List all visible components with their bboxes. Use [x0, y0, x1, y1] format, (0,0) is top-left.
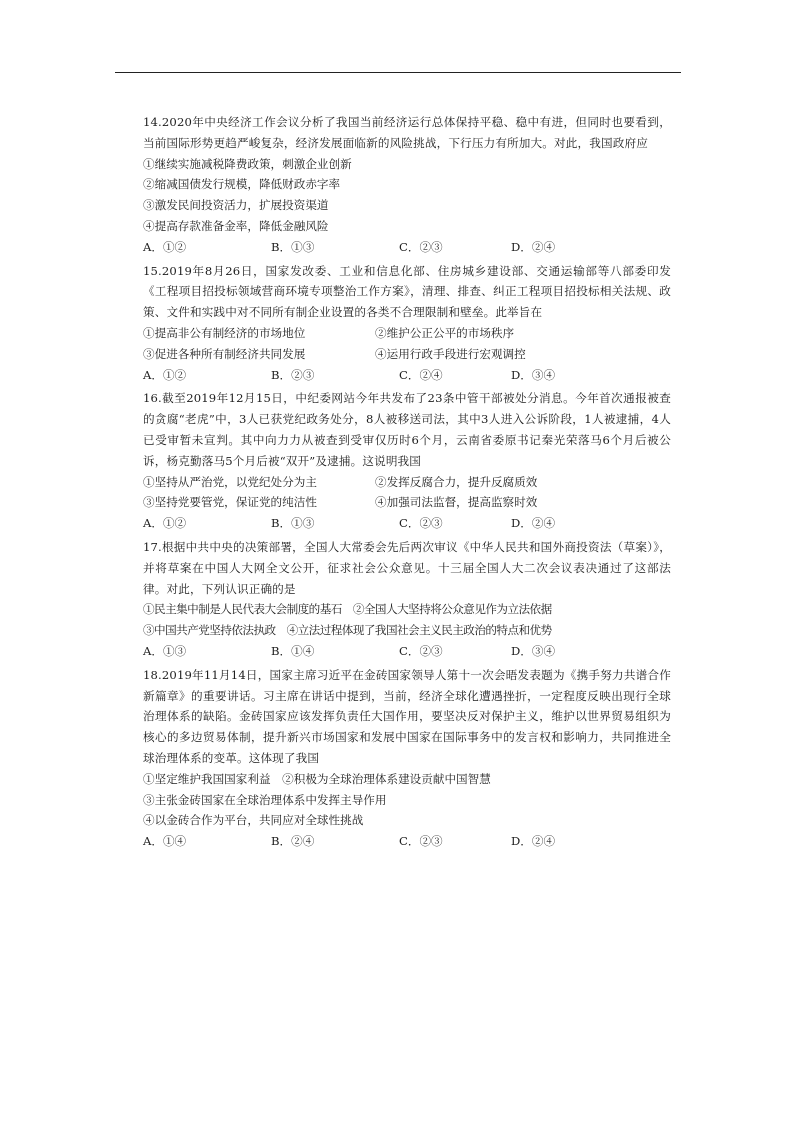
question-list [143, 112, 671, 855]
choice-d: D．③④ [511, 367, 556, 382]
choice-c: C．②③ [399, 643, 443, 658]
option-line-1: ①民主集中制是人民代表大会制度的基石 ②全国人大坚持将公众意见作为立法依据 [143, 602, 552, 617]
option-line-2: ③中国共产党坚持依法执政 ④立法过程体现了我国社会主义民主政治的特点和优势 [143, 623, 552, 638]
option-3: ③促进各种所有制经济共同发展 [143, 346, 306, 361]
option-line-2: ③主张金砖国家在全球治理体系中发挥主导作用 [143, 792, 387, 807]
question-stem: 18.2019年11月14日，国家主席习近平在金砖国家领导人第十一次会晤发表题为《携手努力共谱合作新篇章》的重要讲话。习主席在讲话中提到，当前，经济全球化遭遇挫折，一定程度反映出现行全球治理体系的缺陷。金砖国家应该发挥负责任大国作用，要坚决反对保护主义，维护以世界贸易组织为核心的多边贸易体制，提升新兴市场国家和发展中国家在国际事务中的发言权和影响力，共同推进全球治理体系的变革。这体现了我国 [143, 667, 671, 765]
answer-choices [143, 237, 671, 258]
question-stem: 17.根据中共中央的决策部署，全国人大常委会先后两次审议《中华人民共和国外商投资法（草案）》，并将草案在中国人大网全文公开，征求社会公众意见。十三届全国人大二次会议表决通过了这部法律。对此，下列认识正确的是 [143, 539, 671, 596]
option-2: ②发挥反腐合力，提升反腐质效 [375, 474, 538, 489]
option-3: ③激发民间投资活力，扩展投资渠道 [143, 198, 329, 213]
option-1: ①坚持从严治党，以党纪处分为主 [143, 474, 317, 489]
answer-choices [143, 831, 671, 852]
choice-c: C．②③ [399, 239, 443, 254]
question-15 [143, 261, 671, 386]
choice-c: C．②③ [399, 516, 443, 531]
choice-d: D．②④ [511, 239, 556, 254]
answer-choices [143, 641, 671, 662]
option-3: ③坚持党要管党，保证党的纯洁性 [143, 495, 317, 510]
option-2: ②维护公正公平的市场秩序 [375, 325, 515, 340]
question-16 [143, 388, 671, 534]
question-stem: 16.截至2019年12月15日，中纪委网站今年共发布了23条中管干部被处分消息。今年首次通报被查的贪腐“老虎”中，3人已获党纪政务处分，8人被移送司法，其中3人进入公诉阶段，1人被逮捕，4人已受审暂未宣判。其中向力力从被查到受审仅历时6个月，云南省委原书记秦光荣落马6个月后被公诉，杨克勤落马5个月后被“双开”及逮捕。这说明我国 [143, 391, 671, 468]
answer-choices [143, 513, 671, 534]
choice-a: A．①② [143, 516, 187, 531]
option-grid [143, 323, 671, 365]
option-2: ②缩减国债发行规模，降低财政赤字率 [143, 177, 341, 192]
choice-a: A．①② [143, 367, 187, 382]
choice-a: A．①② [143, 239, 187, 254]
choice-d: D．③④ [511, 643, 556, 658]
choice-d: D．②④ [511, 516, 556, 531]
answer-choices [143, 365, 671, 386]
option-line-1: ①坚定维护我国国家利益 ②积极为全球治理体系建设贡献中国智慧 [143, 771, 491, 786]
question-18 [143, 665, 671, 852]
choice-b: B．①③ [271, 516, 315, 531]
choice-d: D．②④ [511, 834, 556, 849]
choice-a: A．①③ [143, 643, 187, 658]
option-1: ①继续实施减税降费政策，刺激企业创新 [143, 156, 352, 171]
question-stem: 14.2020年中央经济工作会议分析了我国当前经济运行总体保持平稳、稳中有进，但同时也要看到，当前国际形势更趋严峻复杂，经济发展面临新的风险挑战，下行压力有所加大。对此，我国政府应 [143, 115, 671, 150]
choice-b: B．①③ [271, 239, 315, 254]
option-line-3: ④以金砖合作为平台，共同应对全球性挑战 [143, 813, 364, 828]
option-grid [143, 472, 671, 514]
option-1: ①提高非公有制经济的市场地位 [143, 325, 306, 340]
choice-b: B．②③ [271, 367, 315, 382]
header-rule [115, 72, 681, 73]
option-4: ④提高存款准备金率，降低金融风险 [143, 218, 329, 233]
option-4: ④运用行政手段进行宏观调控 [375, 346, 526, 361]
question-17 [143, 537, 671, 662]
choice-b: B．②④ [271, 834, 315, 849]
choice-a: A．①④ [143, 834, 187, 849]
question-14 [143, 112, 671, 258]
choice-c: C．②③ [399, 834, 443, 849]
option-4: ④加强司法监督，提高监察时效 [375, 495, 538, 510]
choice-c: C．②④ [399, 367, 443, 382]
question-stem: 15.2019年8月26日，国家发改委、工业和信息化部、住房城乡建设部、交通运输部等八部委印发《工程项目招投标领域营商环境专项整治工作方案》，清理、排查、纠正工程项目招投标相关法规、政策、文件和实践中对不同所有制企业设置的各类不合理限制和壁垒。此举旨在 [143, 263, 671, 320]
choice-b: B．①④ [271, 643, 315, 658]
